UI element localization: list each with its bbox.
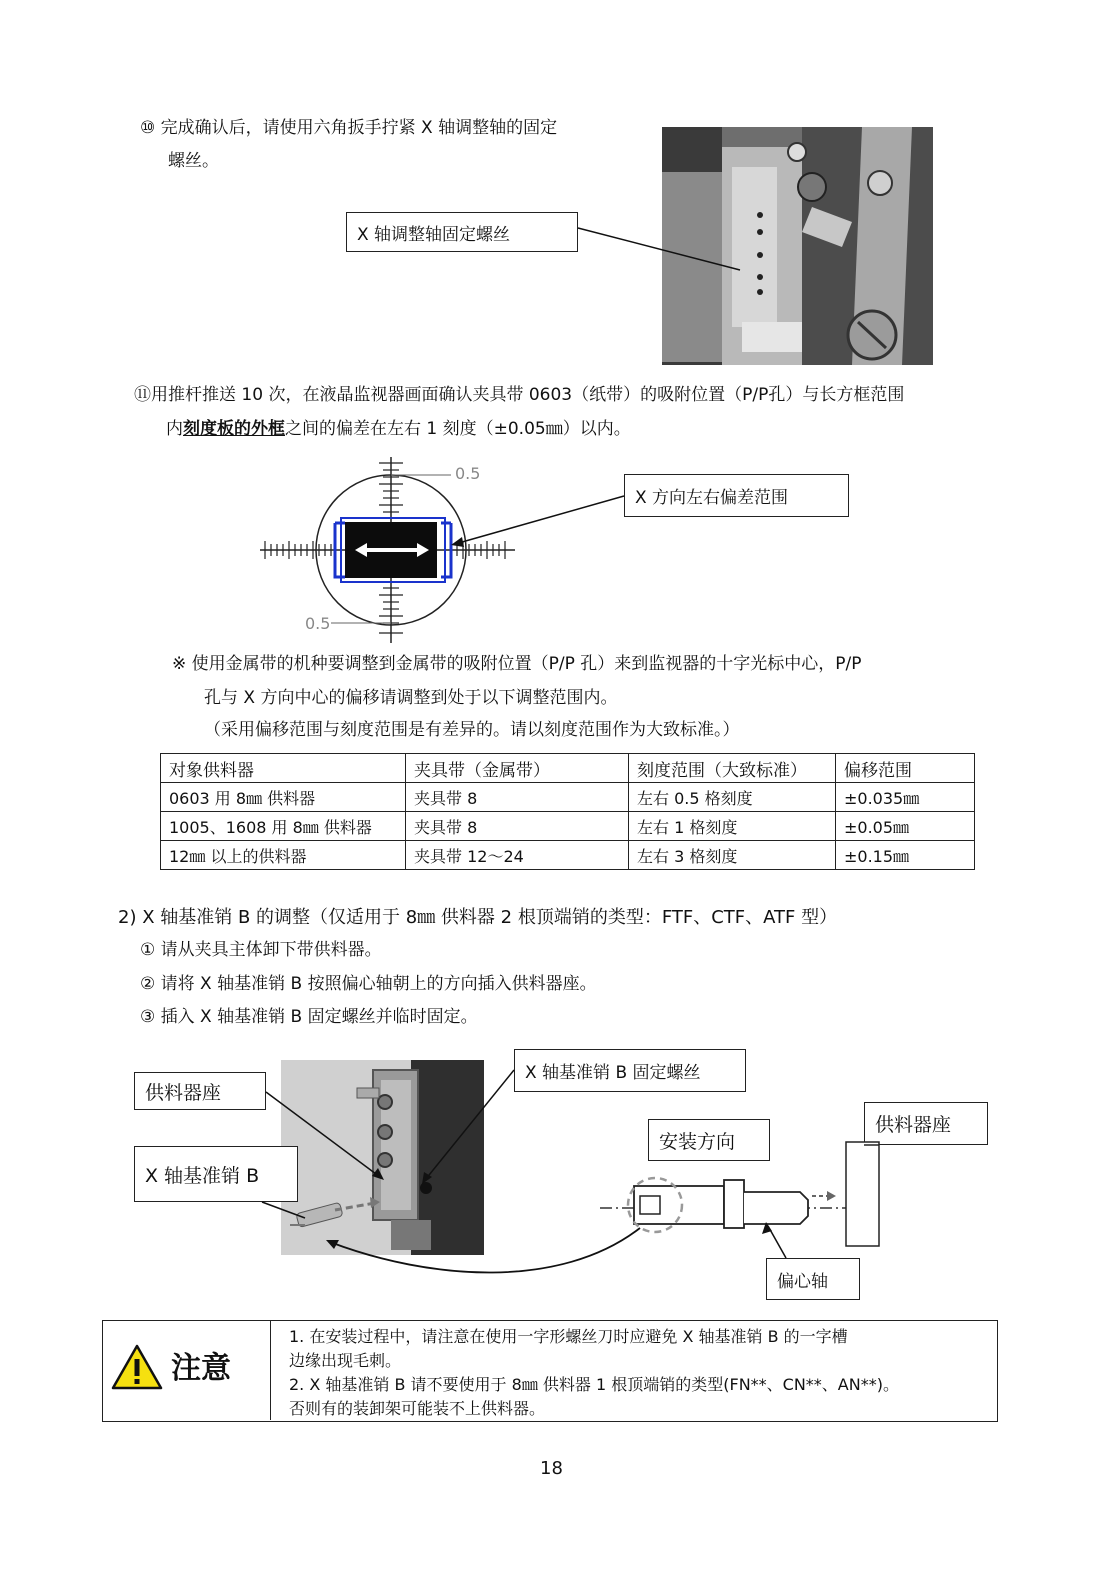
section2-title: 2) X 轴基准销 B 的调整（仅适用于 8㎜ 供料器 2 根顶端销的类型：FTF、CTF、ATF 型） bbox=[118, 907, 838, 928]
x-direction-deviation-callout bbox=[624, 474, 849, 517]
table-header: 对象供料器 bbox=[161, 754, 406, 783]
feeder-seat-label bbox=[134, 1072, 266, 1110]
caution-box bbox=[102, 1320, 998, 1422]
table-cell: 左右 1 格刻度 bbox=[629, 812, 836, 841]
x-axis-adjust-shaft-photo bbox=[662, 127, 933, 365]
table-header-row bbox=[161, 754, 975, 783]
table-cell: ±0.05㎜ bbox=[836, 812, 975, 841]
table-cell: 12㎜ 以上的供料器 bbox=[161, 841, 406, 870]
table-header: 刻度范围（大致标准） bbox=[629, 754, 836, 783]
section2-step2: ② 请将 X 轴基准销 B 按照偏心轴朝上的方向插入供料器座。 bbox=[140, 974, 597, 994]
table-cell: ±0.035㎜ bbox=[836, 783, 975, 812]
adjustment-range-table bbox=[160, 753, 975, 870]
label-text: 安装方向 bbox=[659, 1130, 736, 1153]
feeder-seat-photo bbox=[281, 1060, 484, 1255]
note-line1: ※ 使用金属带的机种要调整到金属带的吸附位置（P/P 孔）来到监视器的十字光标中心，P/P bbox=[172, 654, 862, 674]
scale-label-top: 0.5 bbox=[455, 464, 481, 483]
table-row bbox=[161, 841, 975, 870]
table-header: 夹具带（金属带） bbox=[406, 754, 629, 783]
x-axis-pin-b-label bbox=[134, 1146, 298, 1202]
caution-line1: 1. 在安装过程中，请注意在使用一字形螺丝刀时应避免 X 轴基准销 B 的一字槽 bbox=[289, 1327, 848, 1346]
table-cell: 夹具带 12～24 bbox=[406, 841, 629, 870]
feeder-seat-right-label bbox=[864, 1102, 988, 1145]
table-cell: 左右 0.5 格刻度 bbox=[629, 783, 836, 812]
note-line3: （采用偏移范围与刻度范围是有差异的。请以刻度范围作为大致标准。） bbox=[204, 720, 740, 740]
pin-b-fix-screw-label bbox=[514, 1049, 746, 1092]
label-text: X 轴基准销 B 固定螺丝 bbox=[525, 1063, 701, 1083]
caution-line4: 否则有的装卸架可能装不上供料器。 bbox=[289, 1399, 546, 1418]
label-text: 供料器座 bbox=[145, 1081, 222, 1104]
note-line2: 孔与 X 方向中心的偏移请调整到处于以下调整范围内。 bbox=[204, 688, 618, 708]
caution-line3: 2. X 轴基准销 B 请不要使用于 8㎜ 供料器 1 根顶端销的类型(FN**、CN**、AN**)。 bbox=[289, 1375, 899, 1394]
install-direction-label bbox=[648, 1119, 770, 1161]
section2-step3: ③ 插入 X 轴基准销 B 固定螺丝并临时固定。 bbox=[140, 1007, 478, 1027]
table-cell: 左右 3 格刻度 bbox=[629, 841, 836, 870]
step10-line2: 螺丝。 bbox=[168, 151, 219, 171]
label-text: X 轴基准销 B bbox=[145, 1164, 260, 1187]
table-cell: 1005、1608 用 8㎜ 供料器 bbox=[161, 812, 406, 841]
eccentric-shaft-label bbox=[766, 1258, 860, 1300]
caution-header bbox=[103, 1321, 271, 1420]
table-row bbox=[161, 783, 975, 812]
callout-text: X 轴调整轴固定螺丝 bbox=[357, 224, 511, 245]
x-axis-fix-screw-callout bbox=[346, 212, 578, 252]
crosshair-scale-diagram bbox=[255, 455, 525, 645]
scale-label-bottom: 0.5 bbox=[305, 614, 331, 633]
scale-plate-outer-frame: 刻度板的外框 bbox=[183, 419, 285, 439]
table-cell: 夹具带 8 bbox=[406, 812, 629, 841]
warning-icon bbox=[111, 1343, 163, 1391]
callout-text: X 方向左右偏差范围 bbox=[635, 488, 789, 508]
table-header: 偏移范围 bbox=[836, 754, 975, 783]
section2-step1: ① 请从夹具主体卸下带供料器。 bbox=[140, 940, 382, 960]
table-row bbox=[161, 812, 975, 841]
step11-line2: 内刻度板的外框之间的偏差在左右 1 刻度（±0.05㎜）以内。 bbox=[166, 419, 631, 439]
step10-line1: ⑩ 完成确认后，请使用六角扳手拧紧 X 轴调整轴的固定 bbox=[140, 118, 558, 138]
label-text: 供料器座 bbox=[875, 1114, 952, 1136]
table-cell: ±0.15㎜ bbox=[836, 841, 975, 870]
caution-title: 注意 bbox=[171, 1351, 231, 1386]
caution-line2: 边缘出现毛刺。 bbox=[289, 1351, 402, 1370]
table-cell: 夹具带 8 bbox=[406, 783, 629, 812]
label-text: 偏心轴 bbox=[777, 1271, 828, 1292]
table-cell: 0603 用 8㎜ 供料器 bbox=[161, 783, 406, 812]
step11-line1: ⑪用推杆推送 10 次，在液晶监视器画面确认夹具带 0603（纸带）的吸附位置（P/P孔）与长方框范围 bbox=[134, 385, 905, 405]
page-number: 18 bbox=[540, 1458, 563, 1479]
